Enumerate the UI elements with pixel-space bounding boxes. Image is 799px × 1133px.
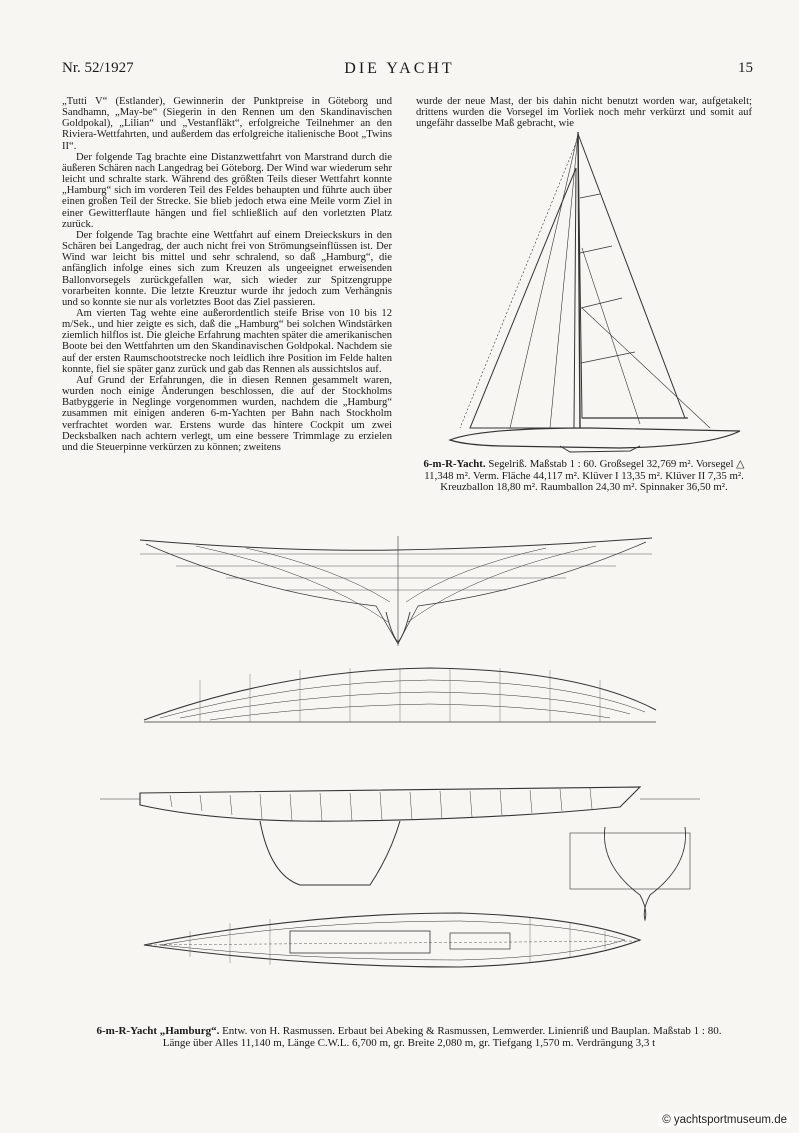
construction-plan-caption-title: 6-m-R-Yacht „Hamburg“. — [96, 1025, 220, 1037]
construction-plan-drawing — [100, 735, 705, 1020]
copyright-watermark: © yachtsportmuseum.de — [658, 1113, 791, 1127]
paragraph: Der folgende Tag brachte eine Distanzwettfahrt von Marstrand durch die äußeren Schären nach Langedrag bei Göteborg. Der Wind war wiederum sehr leicht und schralte stark. Während des größten Teils dieser Wettfahrt konnte „Hamburg“ sich im vorderen Teil des Feldes behaupten und führte auch über einen großen Teil der Strecke. Sie blieb jedoch etwa eine Meile vorm Ziel in einer Gewitterflaute hängen und fiel schließlich auf den vorletzten Platz zurück. — [62, 151, 392, 230]
paragraph: Der folgende Tag brachte eine Wettfahrt auf einem Dreieckskurs in den Schären bei Langedrag, der auch nicht frei von Strömungseinflüssen ist. Der Wind war leicht bis mittel und sehr schralend, so daß „Hamburg“, die anfänglich infolge eines sich zum Kreuzen als ungeeignet erweisenden Ballonvorsegels zurückgefallen war, sich wieder zur Spitzengruppe vorarbeiten konnte. Die letzte Kreuztur wurde ihr jedoch zum Verhängnis und so konnte sie nur als vorletztes Boot das Ziel passieren. — [62, 229, 392, 308]
journal-title: DIE YACHT — [344, 60, 455, 77]
body-plan-drawing — [136, 532, 656, 648]
half-breadth-drawing — [140, 660, 660, 730]
sail-plan-caption-text: Segelriß. Maßstab 1 : 60. Großsegel 32,769 m². Vorsegel △ 11,348 m². Verm. Fläche 44,117 m². Klüver I 13,35 m². Klüver II 7,35 m². Kreuzballon 18,80 m². Raumballon 24,30 m². Spinnaker 36,50 m². — [424, 458, 745, 493]
sail-plan-caption — [414, 459, 754, 494]
sail-plan-drawing — [440, 128, 760, 454]
left-column — [62, 96, 392, 453]
paragraph: Am vierten Tag wehte eine außerordentlich steife Brise von 10 bis 12 m/Sek., und hier zeigte es sich, daß die „Hamburg“ bei solchen Windstärken ziemlich hilflos ist. Die gleiche Erfahrung machten später die amerikanischen Boote bei den Wettfahrten um den Skandinavischen Goldpokal. Nachdem sie auf der ersten Raumschootstrecke noch leidlich ihre Position im Felde halten konnte, fiel sie später ganz zurück und gab das Rennen als aussichtslos auf. — [62, 307, 392, 375]
issue-number: Nr. 52/1927 — [62, 60, 134, 76]
page-number: 15 — [738, 60, 753, 76]
paragraph: „Tutti V“ (Estlander), Gewinnerin der Punktpreise in Göteborg und Sandhamn, „May-be“ (Siegerin in den Rennen um den Skandinavischen Goldpokal), „Lilian“ und „Vestanfläkt“, erfolgreiche Teilnehmer an den Riviera-Wettfahrten, und außerdem das erfolgreiche italienische Boot „Twins II“. — [62, 96, 392, 152]
sail-plan-caption-title: 6-m-R-Yacht. — [423, 458, 486, 470]
construction-plan-caption-text: Entw. von H. Rasmussen. Erbaut bei Abeking & Rasmussen, Lemwerder. Linienriß und Bauplan. Maßstab 1 : 80. Länge über Alles 11,140 m, Länge C.W.L. 6,700 m, gr. Breite 2,080 m, gr. Tiefgang 1,570 m. Verdrängung 3,3 t — [162, 1025, 722, 1049]
right-column-text: wurde der neue Mast, der bis dahin nicht benutzt worden war, aufgetakelt; drittens wurden die Vorsegel im Vorliek noch mehr verkürzt und somit auf ungefähr dasselbe Maß gebracht, wie — [416, 96, 752, 130]
construction-plan-caption — [94, 1025, 724, 1049]
paragraph: Auf Grund der Erfahrungen, die in diesen Rennen gesammelt waren, wurden noch einige Änderungen beschlossen, die auf der Stockholms Batbyggerie in Neglinge vorgenommen wurden, nachdem die „Hamburg“ zusammen mit einigen anderen 6-m-Yachten per Bahn nach Stockholm verfrachtet worden war. Erstens wurde das hintere Cockpit um zwei Decksbalken nach achtern verlegt, um eine bessere Trimmlage zu erzielen und die Steuerpinne verkürzen zu können; zweitens — [62, 374, 392, 453]
